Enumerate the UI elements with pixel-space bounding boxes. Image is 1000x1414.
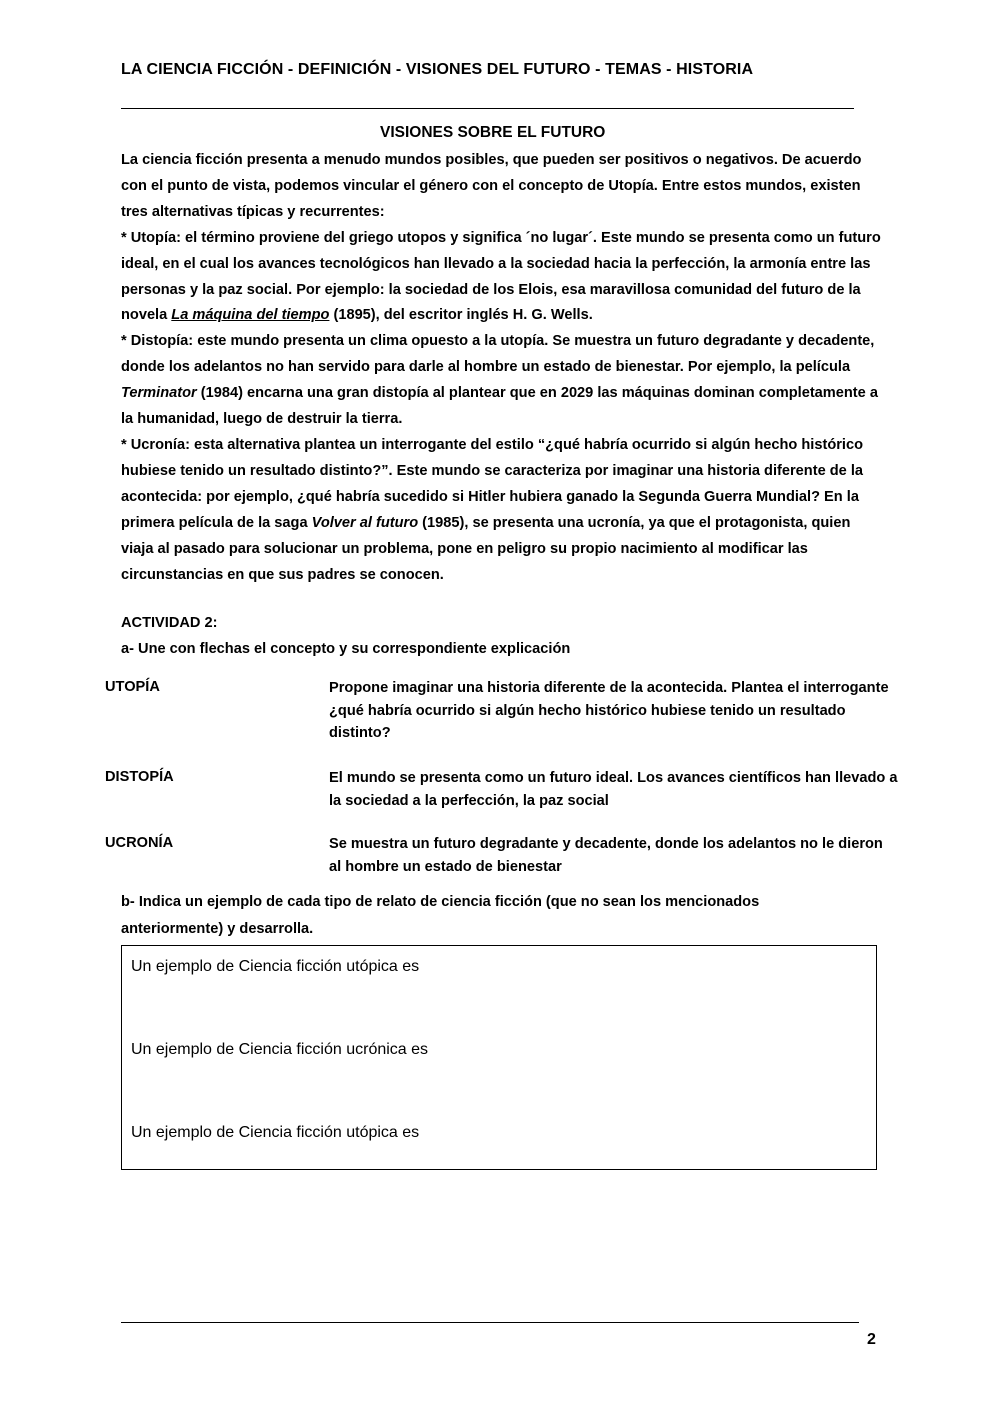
definition-2[interactable]: El mundo se presenta como un futuro ideal. Los avances científicos han llevado a la sociedad a la perfección, la paz social [329,770,898,809]
distopia-work-title: Terminator [121,385,197,402]
page-title: LA CIENCIA FICCIÓN - DEFINICIÓN - VISIONES DEL FUTURO - TEMAS - HISTORIA [121,61,754,78]
utopia-paragraph: * Utopía: el término proviene del griego utopos y significa ´no lugar´. Este mundo se presenta como un futuro ideal, en el cual los avances tecnológicos han llevado a la sociedad hacia la perfección, la armonía entre las personas y la paz social. Por ejemplo: la sociedad de los Elois, esa maravillosa comunidad del futuro de la novela La máquina del tiempo (1895), del escritor inglés H. G. Wells. [121,229,881,324]
ucronia-paragraph: * Ucronía: esta alternativa plantea un interrogante del estilo “¿qué habría ocurrido si algún hecho histórico hubiese tenido un resultado distinto?”. Este mundo se caracteriza por imaginar una historia diferente de la acontecida: por ejemplo, ¿qué habría sucedido si Hitler hubiera ganado la Segunda Guerra Mundial? En la primera película de la saga Volver al futuro (1985), se presenta una ucronía, ya que el protagonista, quien viaja al pasado para solucionar un problema, pone en peligro su propio nacimiento al modificar las circunstancias en que sus padres se conocen. [121,436,863,583]
distopia-paragraph: * Distopía: este mundo presenta un clima opuesto a la utopía. Se muestra un futuro degradante y decadente, donde los adelantos no han servido para darle al hombre un estado de bienestar. Por ejemplo, la película Terminator (1984) encarna una gran distopía al plantear que en 2029 las máquinas dominan completamente a la humanidad, luego de destruir la tierra. [121,333,878,428]
footer-divider [121,1322,859,1323]
definition-1[interactable]: Propone imaginar una historia diferente de la acontecida. Plantea el interrogante ¿qué habría ocurrido si algún hecho histórico hubiese tenido un resultado distinto? [329,680,889,741]
intro-paragraph: La ciencia ficción presenta a menudo mundos posibles, que pueden ser positivos o negativos. De acuerdo con el punto de vista, podemos vincular el género con el concepto de Utopía. Entre estos mundos, existen tres alternativas típicas y recurrentes: [121,152,862,220]
answer-prompt-ucronica: Un ejemplo de Ciencia ficción ucrónica es [131,1041,429,1058]
answer-prompt-utopica-2: Un ejemplo de Ciencia ficción utópica es [131,1124,420,1141]
utopia-work-title: La máquina del tiempo [171,307,330,324]
section-title: VISIONES SOBRE EL FUTURO [380,124,606,141]
term-distopia[interactable]: DISTOPÍA [105,769,174,785]
term-ucronia[interactable]: UCRONÍA [105,835,174,851]
answer-prompt-utopica: Un ejemplo de Ciencia ficción utópica es [131,958,420,975]
body-text [121,148,883,588]
term-utopia[interactable]: UTOPÍA [105,679,160,695]
ucronia-work-title: Volver al futuro [311,514,419,531]
header-divider [121,108,854,109]
instruction-a: a- Une con flechas el concepto y su correspondiente explicación [121,641,571,657]
instruction-b: b- Indica un ejemplo de cada tipo de relato de ciencia ficción (que no sean los mencionados anteriormente) y desarrolla. [121,894,760,937]
activity-title: ACTIVIDAD 2: [121,615,218,631]
page-number: 2 [867,1331,876,1348]
answer-box[interactable] [121,945,877,1170]
definition-3[interactable]: Se muestra un futuro degradante y decadente, donde los adelantos no le dieron al hombre un estado de bienestar [329,836,883,875]
